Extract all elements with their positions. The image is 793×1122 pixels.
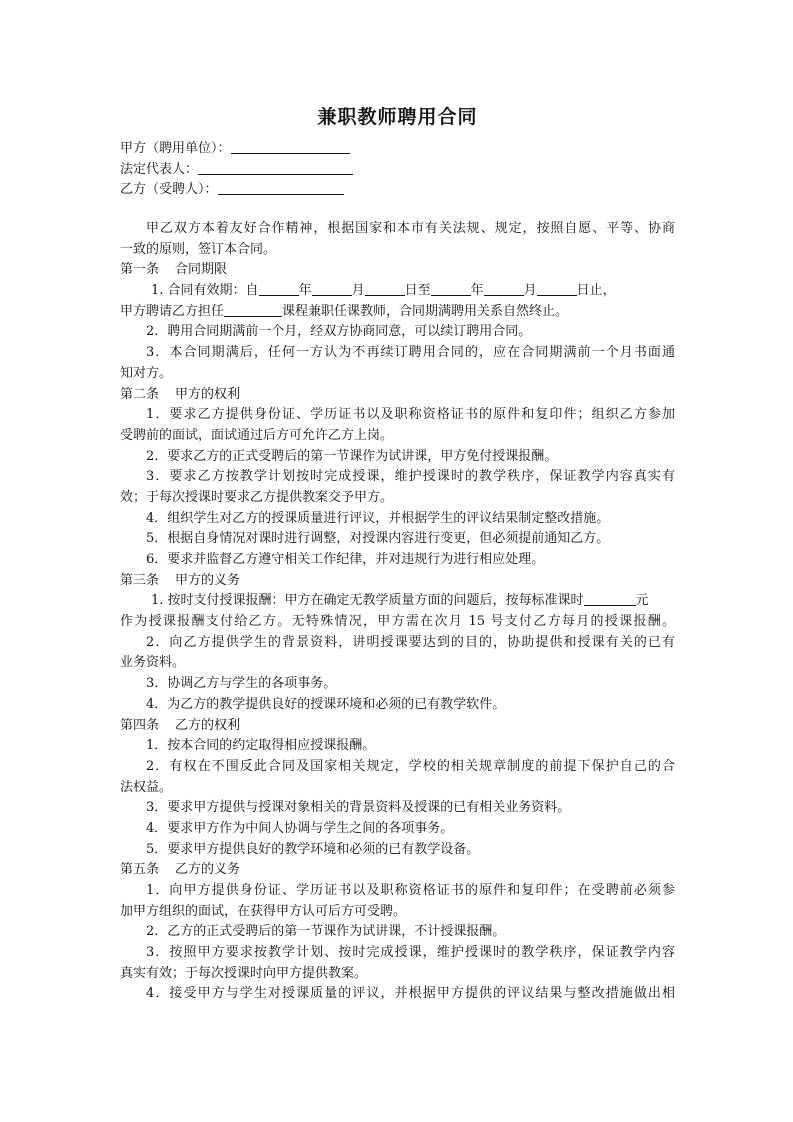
article-title: 乙方的义务 [175, 862, 241, 878]
contract-body [120, 219, 675, 1005]
clause-line: 2．乙方的正式受聘后的第一节课作为试讲课，不计授课报酬。 [146, 924, 506, 940]
clause-text: 日至 [404, 283, 431, 299]
clause-line: 3．要求甲方提供与授课对象相关的背景资料及授课的已有相关业务资料。 [146, 800, 571, 816]
party-b-label: 乙方（受聘人）： [120, 182, 218, 198]
clause-pay-rate [120, 591, 675, 612]
end-year-blank[interactable] [431, 281, 471, 296]
clause-text: 1. 合同有效期：自 [151, 283, 259, 299]
clause-line: 5．根据自身情况对课时进行调整，对授课内容进行变更，但必须提前通知乙方。 [146, 531, 610, 547]
party-fields [120, 139, 353, 201]
clause-line: 1．按本合同的约定取得相应授课报酬。 [146, 738, 376, 754]
article-heading [120, 385, 675, 406]
clause-line: 4．为乙方的教学提供良好的授课环境和必须的已有教学软件。 [146, 696, 506, 712]
clause-line: 2．聘用合同期满前一个月，经双方协商同意，可以续订聘用合同。 [146, 324, 532, 340]
clause-line: 2．要求乙方的正式受聘后的第一节课作为试讲课，甲方免付授课报酬。 [146, 448, 558, 464]
clause-line: 知对方。 [120, 365, 173, 381]
clause-text: 日止， [576, 283, 616, 299]
article-number: 第一条 [120, 262, 160, 278]
article-heading [120, 716, 675, 737]
clause-line: 4．接受甲方与学生对授课质量的评议，并根据甲方提供的评议结果与整改措施做出相 [146, 986, 675, 1002]
article-title: 甲方的权利 [175, 386, 241, 402]
clause-line: 5．要求甲方提供良好的教学环境和必须的已有教学设备。 [146, 841, 480, 857]
article-heading [120, 860, 675, 881]
clause-line: 4．要求甲方作为中间人协调与学生之间的各项事务。 [146, 820, 454, 836]
clause-line: 3．协调乙方与学生的各项事务。 [146, 676, 337, 692]
start-day-blank[interactable] [365, 281, 405, 296]
clause-line: 3．要求乙方按教学计划按时完成授课，维护授课时的教学秩序，保证教学内容真实有 [146, 469, 675, 485]
clause-line: 4．组织学生对乙方的授课质量进行评议，并根据学生的评议结果制定整改措施。 [146, 510, 610, 526]
clause-text: 元 [635, 593, 649, 609]
clause-text: 月 [351, 283, 365, 299]
clause-line: 1．向甲方提供身份证、学历证书以及职称资格证书的原件和复印件；在受聘前必须参 [146, 883, 675, 898]
clause-line: 真实有效；于每次授课时向甲方提供教案。 [120, 965, 368, 981]
document-title: 兼职教师聘用合同 [317, 106, 478, 128]
end-day-blank[interactable] [537, 281, 577, 296]
clause-line: 业务资料。 [120, 655, 186, 671]
start-month-blank[interactable] [312, 281, 352, 296]
article-heading [120, 260, 675, 281]
legal-rep-field [120, 160, 353, 181]
clause-text: 1. 按时支付授课报酬：甲方在确定无教学质量方面的问题后，按每标准课时 [151, 593, 584, 609]
article-title: 乙方的权利 [175, 717, 241, 733]
clause-text: 年 [298, 283, 312, 299]
clause-text: 月 [523, 283, 537, 299]
article-title: 甲方的义务 [175, 572, 241, 588]
start-year-blank[interactable] [259, 281, 299, 296]
preamble-line: 一致的原则，签订本合同。 [120, 241, 277, 257]
article-heading [120, 571, 675, 592]
party-b-input[interactable] [218, 180, 344, 195]
clause-line: 3．本合同期满后，任何一方认为不再续订聘用合同的，应在合同期满前一个月书面通 [146, 345, 675, 361]
party-b-field [120, 180, 353, 201]
clause-line: 2．向乙方提供学生的背景资料，讲明授课要达到的目的，协助提供和授课有关的已有 [146, 634, 675, 650]
clause-course [120, 302, 675, 323]
clause-line: 加甲方组织的面试，在获得甲方认可后方可受聘。 [120, 903, 407, 919]
article-number: 第二条 [120, 386, 160, 402]
preamble-line: 甲乙双方本着友好合作精神，根据国家和本市有关法规、规定，按照自愿、平等、协商 [146, 221, 675, 236]
clause-text: 甲方聘请乙方担任 [120, 303, 225, 319]
party-a-label: 甲方（聘用单位）： [120, 141, 231, 156]
legal-rep-input[interactable] [198, 160, 353, 175]
end-month-blank[interactable] [484, 281, 524, 296]
party-a-field [120, 139, 353, 160]
clause-line: 受聘前的面试，面试通过后方可允许乙方上岗。 [120, 427, 394, 443]
clause-line: 6．要求并监督乙方遵守相关工作纪律，并对违规行为进行相应处理。 [146, 552, 545, 567]
article-title: 合同期限 [175, 262, 228, 278]
clause-line: 法权益。 [120, 779, 173, 795]
article-number: 第四条 [120, 717, 160, 733]
article-number: 第三条 [120, 572, 160, 588]
clause-text: 课程兼职任课教师，合同期满聘用关系自然终止。 [282, 303, 569, 319]
clause-line: 作为授课报酬支付给乙方。无特殊情况，甲方需在次月 15 号支付乙方每月的授课报酬。 [120, 614, 675, 630]
clause-term-dates [120, 281, 675, 302]
course-name-blank[interactable] [224, 302, 282, 317]
clause-line: 2．有权在不围反此合同及国家相关规定，学校的相关规章制度的前提下保护自己的合 [146, 758, 675, 774]
clause-line: 1．要求乙方提供身份证、学历证书以及职称资格证书的原件和复印件；组织乙方参加 [146, 407, 675, 423]
clause-text: 年 [470, 283, 484, 299]
clause-line: 效；于每次授课时要求乙方提供教案交予甲方。 [120, 489, 394, 505]
clause-line: 3．按照甲方要求按教学计划、按时完成授课，维护授课时的教学秩序，保证教学内容 [146, 945, 675, 961]
pay-rate-blank[interactable] [584, 591, 636, 606]
article-number: 第五条 [120, 862, 160, 878]
party-a-input[interactable] [231, 139, 350, 154]
legal-rep-label: 法定代表人： [120, 161, 199, 177]
